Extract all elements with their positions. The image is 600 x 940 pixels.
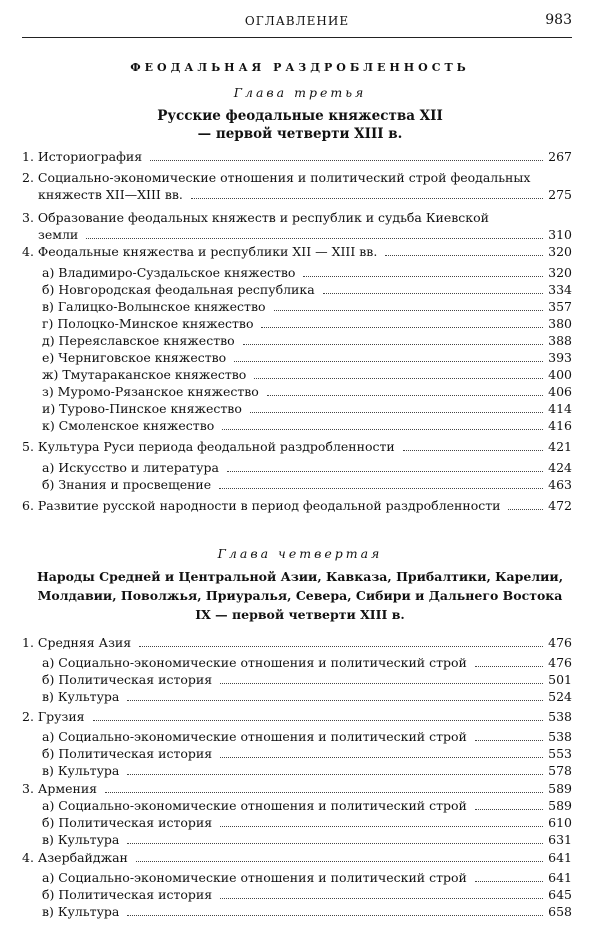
toc-entry-page: 310	[548, 227, 572, 242]
toc-entry-label: б) Политическая история	[42, 672, 213, 687]
toc-entry-page: 320	[548, 265, 572, 280]
toc-subentry	[22, 745, 572, 762]
toc-entry	[22, 634, 572, 651]
toc-subentry	[22, 459, 572, 476]
toc-subentry	[22, 728, 572, 745]
toc-entry-label: д) Переяславское княжество	[42, 333, 235, 348]
chapter-3-title-line-2: — первой четверти XIII в.	[197, 126, 403, 142]
toc-entry-page: 400	[548, 367, 572, 382]
toc-entry-label: к) Смоленское княжество	[42, 418, 215, 433]
toc-entry-page: 424	[548, 460, 572, 475]
toc-subentry	[22, 349, 572, 366]
toc-subentry	[22, 366, 572, 383]
toc-subentry	[22, 671, 572, 688]
toc-entry-page: 538	[548, 709, 572, 724]
toc-entry-label: б) Новгородская феодальная республика	[42, 282, 315, 297]
toc-entry-label: б) Политическая история	[42, 746, 213, 761]
running-header	[22, 12, 572, 34]
toc-entry-label: б) Знания и просвещение	[42, 477, 212, 492]
toc-entry-page: 393	[548, 350, 572, 365]
toc-entry-page: 275	[548, 187, 572, 202]
toc-entry-label: 2. Грузия	[22, 709, 85, 724]
toc-entry	[22, 209, 572, 243]
toc-entry-label: з) Муромо-Рязанское княжество	[42, 384, 259, 399]
toc-entry-label: 2. Социально-экономические отношения и политический строй феодальных	[22, 170, 531, 185]
toc-entry-label: 1. Средняя Азия	[22, 635, 132, 650]
toc-subentry	[22, 417, 572, 434]
toc-entry-page: 388	[548, 333, 572, 348]
toc-entry	[22, 708, 572, 725]
toc-subentry	[22, 797, 572, 814]
toc-entry-label: 3. Армения	[22, 781, 98, 796]
toc-entry-label: и) Турово-Пинское княжество	[42, 401, 242, 416]
toc-entry	[22, 849, 572, 866]
toc-entry-page: 476	[548, 655, 572, 670]
toc-subentry	[22, 814, 572, 831]
toc-entry-label: 5. Культура Руси периода феодальной раздробленности	[22, 439, 395, 454]
toc-entry-label: в) Культура	[42, 763, 120, 778]
toc-subentry	[22, 264, 572, 281]
chapter-3-title-line-1: Русские феодальные княжества XII	[157, 108, 443, 124]
toc-subentry	[22, 400, 572, 417]
toc-subentry	[22, 886, 572, 903]
toc-entry-label: в) Культура	[42, 832, 120, 847]
toc-entry-label: а) Социально-экономические отношения и политический строй	[42, 798, 467, 813]
toc-entry-page: 357	[548, 299, 572, 314]
toc-entry-label: 6. Развитие русской народности в период феодальной раздробленности	[22, 498, 501, 513]
toc-entry-page: 610	[548, 815, 572, 830]
toc-entry-page: 421	[548, 439, 572, 454]
toc-subentry	[22, 383, 572, 400]
toc-entry-page: 267	[548, 149, 572, 164]
toc-entry-label: 4. Азербайджан	[22, 850, 128, 865]
toc-subentry	[22, 281, 572, 298]
toc-entry-label: 1. Историография	[22, 149, 143, 164]
toc-subentry	[22, 688, 572, 705]
toc-entry-page: 553	[548, 746, 572, 761]
toc-entry-label: в) Галицко-Волынское княжество	[42, 299, 266, 314]
header-title: ОГЛАВЛЕНИЕ	[244, 14, 350, 28]
toc-entry-label: а) Искусство и литература	[42, 460, 219, 475]
toc-entry-page: 334	[548, 282, 572, 297]
toc-entry-page: 472	[548, 498, 572, 513]
toc-entry-label: ж) Тмутараканское княжество	[42, 367, 247, 382]
toc-entry	[22, 780, 572, 797]
toc-entry-page: 589	[548, 781, 572, 796]
toc-entry-page: 578	[548, 763, 572, 778]
toc-entry-page: 416	[548, 418, 572, 433]
toc-subentry	[22, 332, 572, 349]
toc-entry-page: 524	[548, 689, 572, 704]
toc-entry-label: а) Социально-экономические отношения и политический строй	[42, 655, 467, 670]
chapter-4-title-line-3: IX — первой четверти XIII в.	[195, 607, 405, 622]
toc-entry-page: 641	[548, 850, 572, 865]
toc-entry-label: г) Полоцко-Минское княжество	[42, 316, 254, 331]
toc-subentry	[22, 762, 572, 779]
toc-subentry	[22, 831, 572, 848]
toc-entry-page: 589	[548, 798, 572, 813]
toc-entry-page: 476	[548, 635, 572, 650]
toc-entry	[22, 169, 572, 203]
toc-entry-page: 414	[548, 401, 572, 416]
header-rule	[22, 37, 572, 38]
toc-subentry	[22, 654, 572, 671]
chapter-4-label: Глава четвертая	[217, 546, 383, 561]
toc-entry-page: 320	[548, 244, 572, 259]
toc-entry-label: а) Владимиро-Суздальское княжество	[42, 265, 296, 280]
toc-subentry	[22, 869, 572, 886]
chapter-4-title-line-1: Народы Средней и Центральной Азии, Кавказа, Прибалтики, Карелии,	[36, 569, 564, 584]
chapter-4-title-line-2: Молдавии, Поволжья, Приуралья, Севера, Сибири и Дальнего Востока	[37, 588, 563, 603]
toc-entry-page: 645	[548, 887, 572, 902]
toc-entry-label: б) Политическая история	[42, 815, 213, 830]
chapter-3-label: Глава третья	[233, 85, 367, 100]
toc-entry	[22, 148, 572, 165]
toc-entry-label-continued: княжеств XII—XIII вв.	[38, 187, 183, 202]
toc-entry-label: а) Социально-экономические отношения и политический строй	[42, 870, 467, 885]
toc-entry-page: 463	[548, 477, 572, 492]
toc-entry-label-continued: земли	[38, 227, 79, 242]
toc-entry-label: а) Социально-экономические отношения и политический строй	[42, 729, 467, 744]
toc-entry-page: 538	[548, 729, 572, 744]
toc-entry-page: 406	[548, 384, 572, 399]
toc-subentry	[22, 476, 572, 493]
toc-entry-page: 631	[548, 832, 572, 847]
toc-entry-label: б) Политическая история	[42, 887, 213, 902]
toc-subentry	[22, 315, 572, 332]
toc-entry-page: 641	[548, 870, 572, 885]
toc-subentry	[22, 298, 572, 315]
toc-entry-label: 4. Феодальные княжества и республики XII — XIII вв.	[22, 244, 378, 259]
toc-entry-label: 3. Образование феодальных княжеств и республик и судьба Киевской	[22, 210, 489, 225]
toc-entry	[22, 243, 572, 260]
toc-entry	[22, 497, 572, 514]
header-page-number: 983	[545, 12, 572, 28]
toc-entry-page: 658	[548, 904, 572, 919]
toc-entry-page: 501	[548, 672, 572, 687]
toc-entry-label: в) Культура	[42, 904, 120, 919]
toc-entry-label: в) Культура	[42, 689, 120, 704]
toc-entry-label: е) Черниговское княжество	[42, 350, 227, 365]
toc-entry-page: 380	[548, 316, 572, 331]
section-title: ФЕОДАЛЬНАЯ РАЗДРОБЛЕННОСТЬ	[130, 61, 470, 74]
toc-entry	[22, 438, 572, 455]
toc-subentry	[22, 903, 572, 920]
